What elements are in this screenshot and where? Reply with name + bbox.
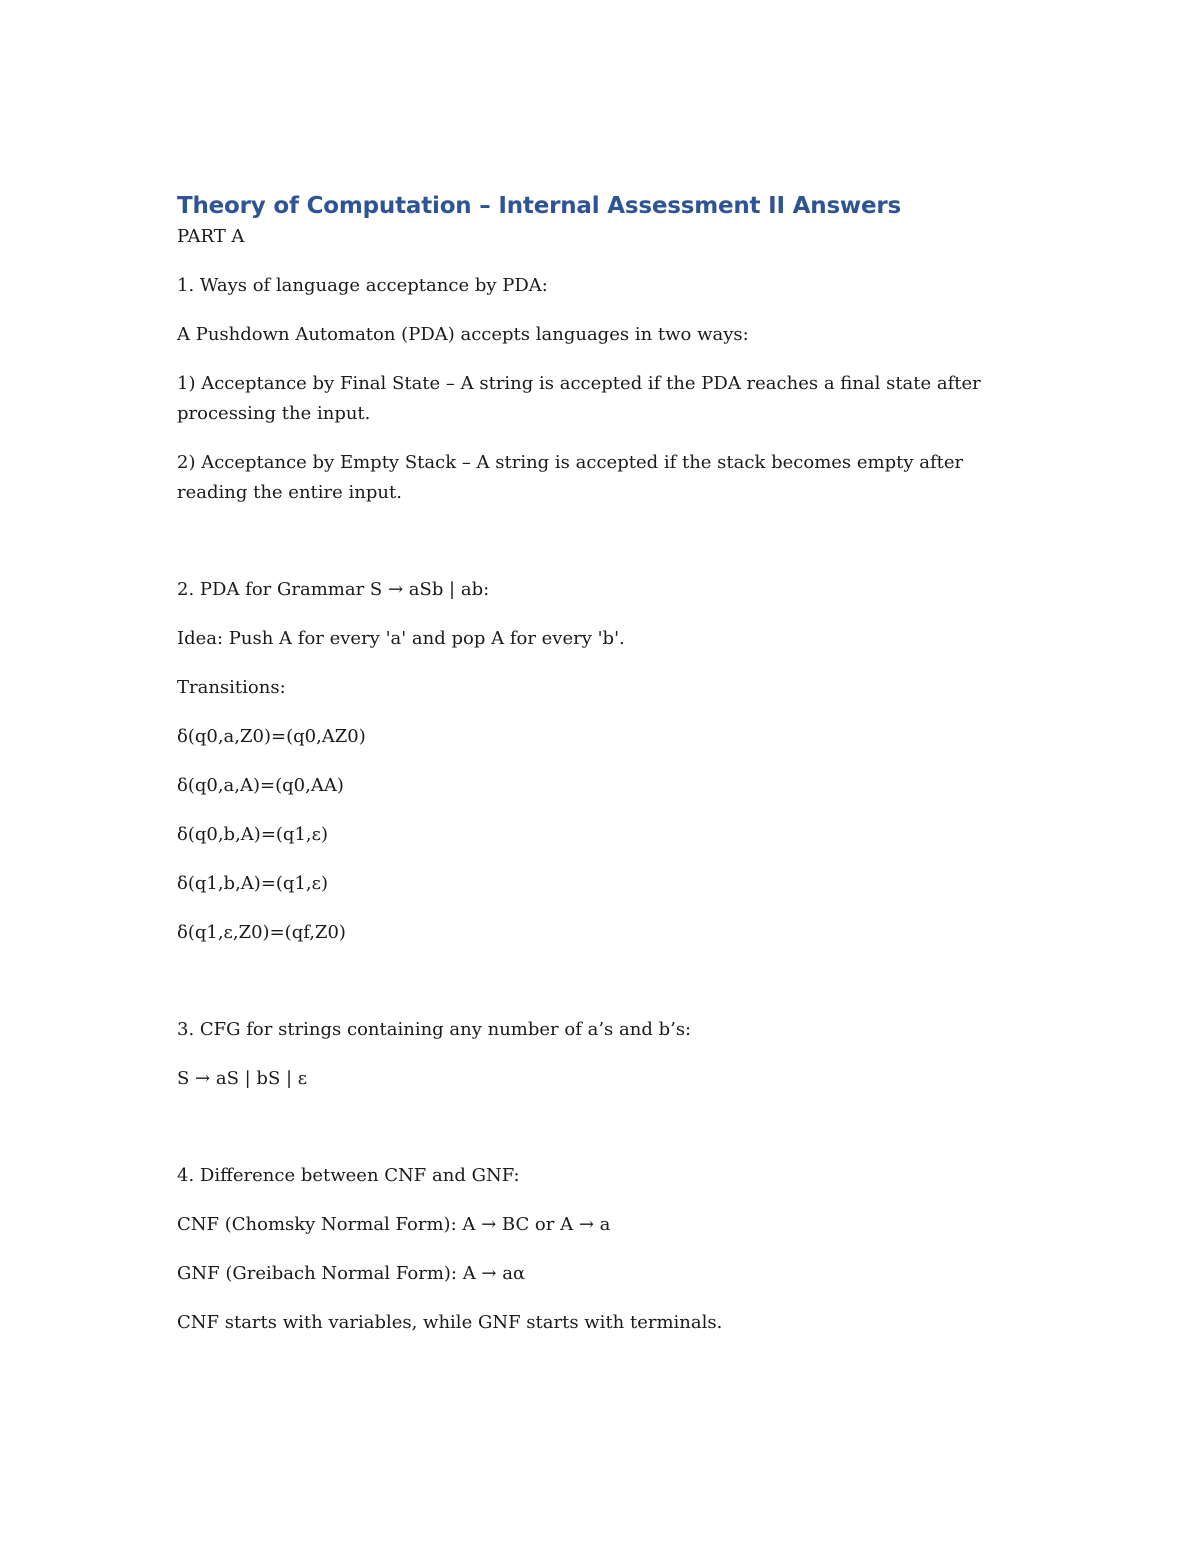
transition-line: δ(q0,b,A)=(q1,ε)	[177, 824, 328, 845]
transition-line: δ(q0,a,Z0)=(q0,AZ0)	[177, 726, 366, 747]
transition-line: δ(q0,a,A)=(q0,AA)	[177, 775, 344, 796]
q2-transitions-label: Transitions:	[177, 677, 286, 698]
q4-summary: CNF starts with variables, while GNF starts with terminals.	[177, 1312, 723, 1333]
part-heading: PART A	[177, 226, 245, 247]
document-body	[177, 190, 997, 1357]
q1-point-empty-stack: 2) Acceptance by Empty Stack – A string is accepted if the stack becomes empty after reading the entire input.	[177, 452, 964, 503]
q1-heading: 1. Ways of language acceptance by PDA:	[177, 275, 548, 296]
q1-point-final-state: 1) Acceptance by Final State – A string is accepted if the PDA reaches a final state after processing the input.	[177, 373, 981, 424]
q4-heading: 4. Difference between CNF and GNF:	[177, 1165, 520, 1186]
section-spacer	[177, 1113, 997, 1161]
q3-heading: 3. CFG for strings containing any number of a’s and b’s:	[177, 1019, 692, 1040]
q4-cnf: CNF (Chomsky Normal Form): A → BC or A → a	[177, 1214, 611, 1235]
transition-line: δ(q1,b,A)=(q1,ε)	[177, 873, 328, 894]
q1-intro: A Pushdown Automaton (PDA) accepts languages in two ways:	[177, 324, 749, 345]
q2-idea: Idea: Push A for every 'a' and pop A for every 'b'.	[177, 628, 625, 649]
q2-heading: 2. PDA for Grammar S → aSb | ab:	[177, 579, 490, 600]
q3-grammar: S → aS | bS | ε	[177, 1068, 308, 1089]
transition-line: δ(q1,ε,Z0)=(qf,Z0)	[177, 922, 346, 943]
section-spacer	[177, 527, 997, 575]
document-title: Theory of Computation – Internal Assessment II Answers	[177, 193, 902, 219]
q4-gnf: GNF (Greibach Normal Form): A → aα	[177, 1263, 526, 1284]
section-spacer	[177, 967, 997, 1015]
